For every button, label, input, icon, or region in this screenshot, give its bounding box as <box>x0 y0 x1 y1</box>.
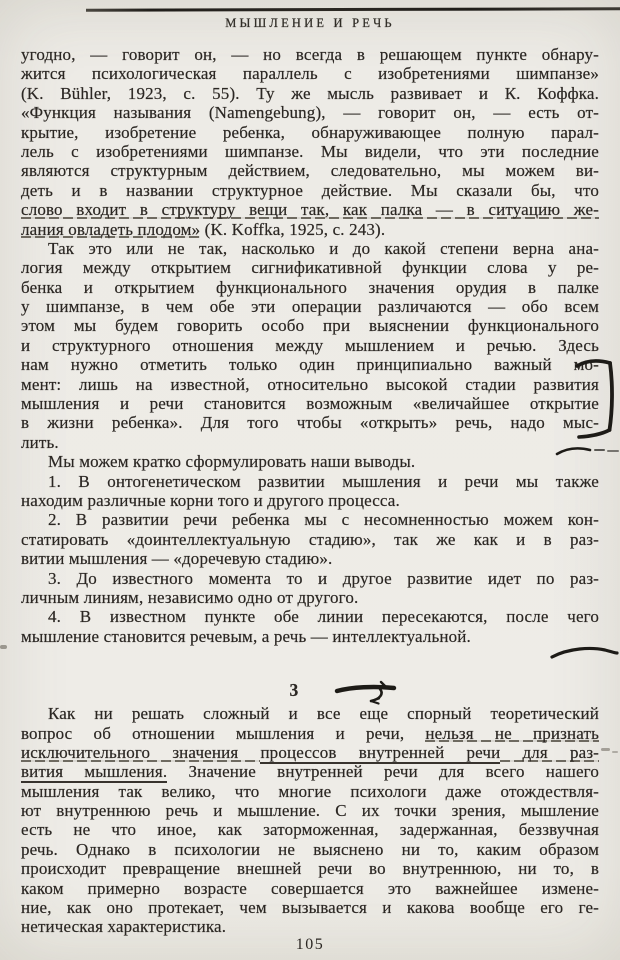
text-line <box>21 762 599 781</box>
text-segment: в жизни ребенка». Для того чтобы «открыть» речь, надо мыс- <box>21 413 599 433</box>
text-segment: являются структурным действием, следовательно, мы можем ви- <box>21 161 599 181</box>
text-line <box>21 433 599 452</box>
text-line <box>21 394 599 413</box>
text-segment: личным линиям, независимо одно от другого. <box>21 587 359 607</box>
text-segment: и структурного отношения между мышлением и речью. Здесь <box>21 335 599 355</box>
text-line <box>21 316 599 335</box>
text-segment: статировать «доинтеллектуальную стадию», так же как и в раз- <box>21 529 599 549</box>
paragraph <box>21 472 599 511</box>
text-line <box>21 258 599 277</box>
text-line <box>21 45 599 64</box>
underlined-text-pencil: для раз- <box>500 742 599 762</box>
text-line <box>21 200 599 219</box>
text-segment: мышления так велико, что многие психологи даже отождествля- <box>21 781 599 801</box>
paragraph <box>21 607 599 646</box>
text-segment: каком примерно возрасте совершается это важнейшее измене- <box>21 878 599 898</box>
text-segment: речь. Однако в психологии не выяснено ни то, каким образом <box>21 839 599 859</box>
text-line <box>21 530 599 549</box>
text-segment: этом мы будем говорить особо при выяснении функционального <box>21 316 599 336</box>
paragraph <box>21 510 599 568</box>
section-heading <box>21 646 599 704</box>
underlined-text-pencil: нельзя не признать <box>425 723 599 743</box>
text-segment: у шимпанзе, в чем обе эти операции различаются — обо всем <box>21 297 599 317</box>
running-header: МЫШЛЕНИЕ И РЕЧЬ <box>225 16 395 30</box>
text-segment: деть и в названии структурное действие. Мы сказали бы, что <box>21 180 599 200</box>
text-segment: нам нужно отметить только один принципиально важный мо- <box>21 355 599 375</box>
scan-speck <box>0 645 7 649</box>
text-line <box>21 704 599 723</box>
text-segment: угодно, — говорит он, — но всегда в решающем пункте обнару- <box>21 45 599 64</box>
underlined-text-pencil: исключительного значения <box>21 742 261 762</box>
text-segment: находим различные корни того и другого процесса. <box>21 490 400 510</box>
text-line <box>21 220 599 239</box>
text-segment: (K. Koffka, 1925, с. 243). <box>200 219 386 239</box>
paragraph <box>21 239 599 452</box>
underlined-text-ink: вития мышления. <box>21 762 168 782</box>
text-line <box>21 161 599 180</box>
text-segment: Как ни решать сложный и все еще спорный теоретический <box>48 704 599 724</box>
text-line <box>21 123 599 142</box>
page-number: 105 <box>295 936 325 953</box>
text-segment: мышление становится речевым, а речь — интеллектуальной. <box>21 626 471 646</box>
text-line <box>21 64 599 83</box>
text-segment: Так это или не так, насколько и до какой степени верна ана- <box>48 238 599 258</box>
text-segment: мышления и речи становится возможным «величайшее открытие <box>21 394 599 414</box>
text-segment: 3. До известного момента то и другое развитие идет по раз- <box>48 568 599 588</box>
text-line <box>21 627 599 646</box>
text-line <box>21 569 599 588</box>
underlined-text-pencil: слово входит в структуру вещи так, как палка — в ситуацию же- <box>21 200 599 220</box>
paragraph <box>21 452 599 471</box>
text-line <box>21 355 599 374</box>
text-segment: (K. Bühler, 1923, с. 55). Ту же мысль развивает и К. Коффка. <box>21 83 599 103</box>
text-line <box>21 917 599 936</box>
text-line <box>21 84 599 103</box>
paragraph <box>21 569 599 608</box>
text-line <box>21 181 599 200</box>
scan-speck <box>612 751 618 753</box>
margin-swoosh-annotation <box>549 644 620 662</box>
text-line <box>21 472 599 491</box>
text-line <box>21 375 599 394</box>
text-line <box>21 239 599 258</box>
text-line <box>21 336 599 355</box>
text-line <box>21 724 599 743</box>
text-segment: жится психологическая параллель с изобретениями шимпанзе» <box>21 64 599 84</box>
text-segment: происходит превращение внешней речи во внутреннюю, ни то, в <box>21 859 599 879</box>
text-segment: ют внутреннюю речь и мышление. С их точки зрения, мышление <box>21 801 599 821</box>
text-line <box>21 743 599 762</box>
text-line <box>21 801 599 820</box>
text-segment: Значение внутренней речи для всего нашего <box>167 762 599 782</box>
text-line <box>21 607 599 626</box>
text-line <box>21 142 599 161</box>
text-segment: 2. В развитии речи ребенка мы с несомненностью можем кон- <box>48 510 599 530</box>
text-segment: лель с изобретениями шимпанзе. Мы видели, что эти последние <box>21 141 599 161</box>
text-segment: 1. В онтогенетическом развитии мышления и речи мы также <box>48 471 599 491</box>
underlined-text-pencil: лания овладеть плодом» <box>21 219 201 239</box>
arrow-annotation <box>334 678 398 708</box>
underlined-text-ink: процессов внутренней речи <box>260 742 501 762</box>
text-line <box>21 859 599 878</box>
text-line <box>21 452 599 471</box>
text-column <box>21 45 599 937</box>
text-line <box>21 879 599 898</box>
text-segment: Мы можем кратко сформулировать наши выводы. <box>48 452 416 472</box>
text-line <box>21 491 599 510</box>
text-line <box>21 820 599 839</box>
text-line <box>21 549 599 568</box>
text-line <box>21 840 599 859</box>
scan-speck <box>601 748 610 751</box>
text-segment: мент: лишь на известной, относительно высокой стадии развития <box>21 374 599 394</box>
text-line <box>21 782 599 801</box>
section-number: 3 <box>289 679 299 700</box>
text-segment: вопрос об отношении мышления и речи, <box>21 723 426 743</box>
text-line <box>21 278 599 297</box>
text-line <box>21 510 599 529</box>
text-segment: витии мышления — «доречевую стадию». <box>21 549 333 569</box>
paragraph <box>21 704 599 937</box>
text-line <box>21 588 599 607</box>
text-line <box>21 413 599 432</box>
margin-bracket-annotation <box>570 352 620 444</box>
text-line <box>21 898 599 917</box>
text-segment: «Функция называния (Namengebung), — говорит он, — есть от- <box>21 103 599 123</box>
text-line <box>21 103 599 122</box>
paragraph <box>21 45 599 239</box>
text-segment: крытие, изобретение ребенка, обнаруживающее полную парал- <box>21 122 599 142</box>
text-segment: бенка и открытием функционального значения орудия в палке <box>21 277 599 297</box>
text-segment: есть не что иное, как заторможенная, задержанная, беззвучная <box>21 820 599 840</box>
text-segment: ние, как оно протекает, чем вызывается и какова вообще его ге- <box>21 898 599 918</box>
text-segment: лить. <box>21 432 59 452</box>
text-segment: 4. В известном пункте обе линии пересекаются, после чего <box>48 607 599 627</box>
text-segment: логия между открытием сигнификативной функции слова у ре- <box>21 258 599 278</box>
text-segment: нетическая характеристика. <box>21 917 227 937</box>
margin-dash-annotation <box>554 443 620 459</box>
header-rule <box>86 7 620 11</box>
text-line <box>21 297 599 316</box>
